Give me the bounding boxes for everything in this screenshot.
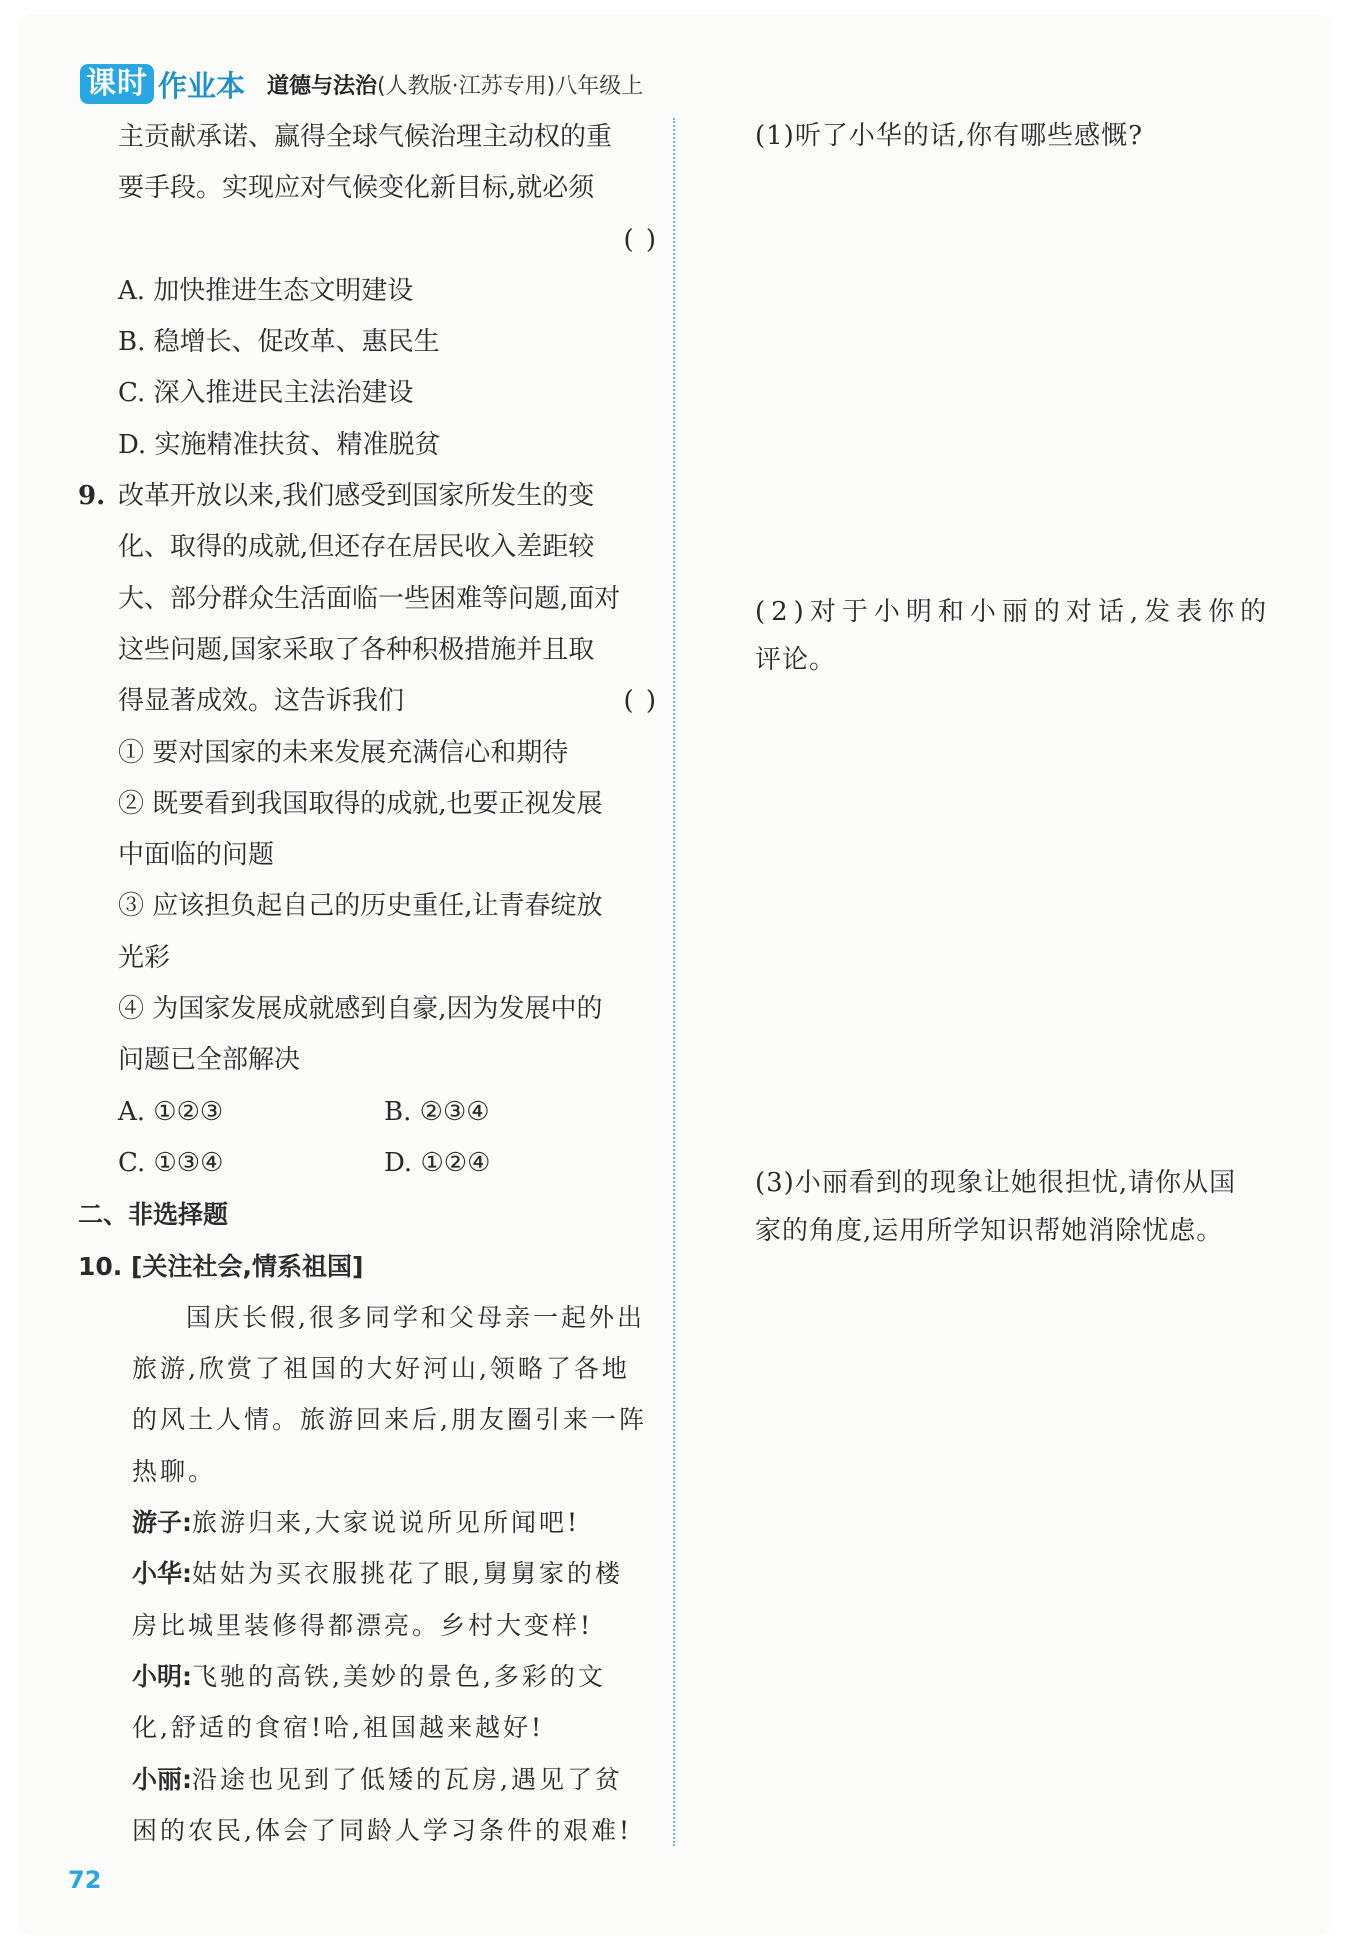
q9-option: C. ①③④ [118,1147,224,1178]
q9-statement: ① 要对国家的未来发展充满信心和期待 [118,737,569,768]
dialogue-line [78,1497,658,1548]
q9-stem-line: 这些问题,国家采取了各种积极措施并且取 [118,634,595,665]
q9-statement: ③ 应该担负起自己的历史重任,让青春绽放 [118,891,603,922]
q9-option: D. ①②④ [384,1147,491,1178]
subject-subtitle: (人教版·江苏专用)八年级上 [377,73,644,99]
sub-question-line: 评论。 [755,645,837,675]
sub-question-2 [755,588,1272,684]
sub-question-line: (3)小丽看到的现象让她很担忧,请你从国 [755,1168,1237,1198]
sub-question-1 [755,112,1143,160]
q10-story-line: 国庆长假,很多同学和父母亲一起外出 [186,1302,645,1332]
q10-heading [78,1241,658,1292]
logo-text: 作业本 [158,68,246,103]
section-title: 二、非选择题 [78,1200,229,1230]
q9-number: 9. [78,481,106,512]
q9-stem-text: 改革开放以来,我们感受到国家所发生的变 [118,481,595,512]
dialogue-line [78,1548,658,1599]
q9-options-row [78,1087,658,1138]
q9-statement: ④ 为国家发展成就感到自豪,因为发展中的 [118,994,603,1025]
dialogue-line: 化,舒适的食宿!哈,祖国越来越好! [132,1713,544,1743]
dialogue-text: 飞驰的高铁,美妙的景色,多彩的文 [192,1661,606,1691]
sub-question-line: 家的角度,运用所学知识帮她消除忧虑。 [755,1216,1224,1246]
q9-answer-paren: ( ) [623,686,658,717]
q9-stem-line: 大、部分群众生活面临一些困难等问题,面对 [118,583,621,614]
dialogue-line: 困的农民,体会了同龄人学习条件的艰难! [132,1815,632,1845]
q10-number: 10. [78,1251,123,1281]
dialogue-text: 姑姑为买衣服挑花了眼,舅舅家的楼 [192,1559,623,1589]
q9-stem-line [78,676,658,727]
q10-story-line: 旅游,欣赏了祖国的大好河山,领略了各地 [132,1354,630,1384]
q8-stem-line: 要手段。实现应对气候变化新目标,就必须 [118,173,595,204]
q9-option: B. ②③④ [384,1096,490,1127]
q8-option: A. 加快推进生态文明建设 [118,275,414,306]
q9-stem-line: 化、取得的成就,但还存在居民收入差距较 [118,532,595,563]
dialogue-text: 旅游归来,大家说说所见所闻吧! [192,1508,580,1538]
dialogue-text: 沿途也见到了低矮的瓦房,遇见了贫 [192,1764,623,1794]
dialogue-line: 房比城里装修得都漂亮。乡村大变样! [132,1610,594,1640]
q9-statement: 光彩 [118,942,171,973]
q8-answer-paren: ( ) [623,224,658,255]
logo-highlight: 课时 [80,64,154,104]
dialogue-line [78,1754,658,1805]
q10-story-line: 的风土人情。旅游回来后,朋友圈引来一阵 [132,1405,647,1435]
q9-option: A. ①②③ [118,1096,224,1127]
speaker-name: 小丽: [132,1764,192,1794]
q10-story-line: 热聊。 [132,1456,217,1486]
speaker-name: 小华: [132,1559,192,1589]
q9-statement: 中面临的问题 [118,840,275,871]
q8-option: D. 实施精准扶贫、精准脱贫 [118,429,441,460]
speaker-name: 小明: [132,1661,192,1691]
q9-stem-line [78,471,658,522]
sub-question-3 [755,1159,1236,1255]
q9-statement: 问题已全部解决 [118,1045,301,1076]
q9-statement: ② 既要看到我国取得的成就,也要正视发展 [118,788,603,819]
q9-stem-text: 得显著成效。这告诉我们 [118,686,405,717]
q9-options-row [78,1138,658,1189]
dialogue-line [78,1651,658,1702]
q8-answer-row [78,215,658,266]
column-divider [673,118,675,1846]
q8-option: B. 稳增长、促改革、惠民生 [118,327,440,358]
subject-title: 道德与法治 [267,73,378,99]
sub-question-line: (2)对于小明和小丽的对话,发表你的 [755,597,1273,627]
speaker-name: 游子: [132,1508,192,1538]
left-column [78,112,658,1856]
q8-option: C. 深入推进民主法治建设 [118,378,414,409]
page-header [80,62,643,106]
sub-question-line: (1)听了小华的话,你有哪些感慨? [755,121,1144,151]
q10-tag: [关注社会,情系祖国] [131,1251,364,1281]
q8-stem-line: 主贡献承诺、赢得全球气候治理主动权的重 [118,122,613,152]
page-number: 72 [68,1866,102,1894]
